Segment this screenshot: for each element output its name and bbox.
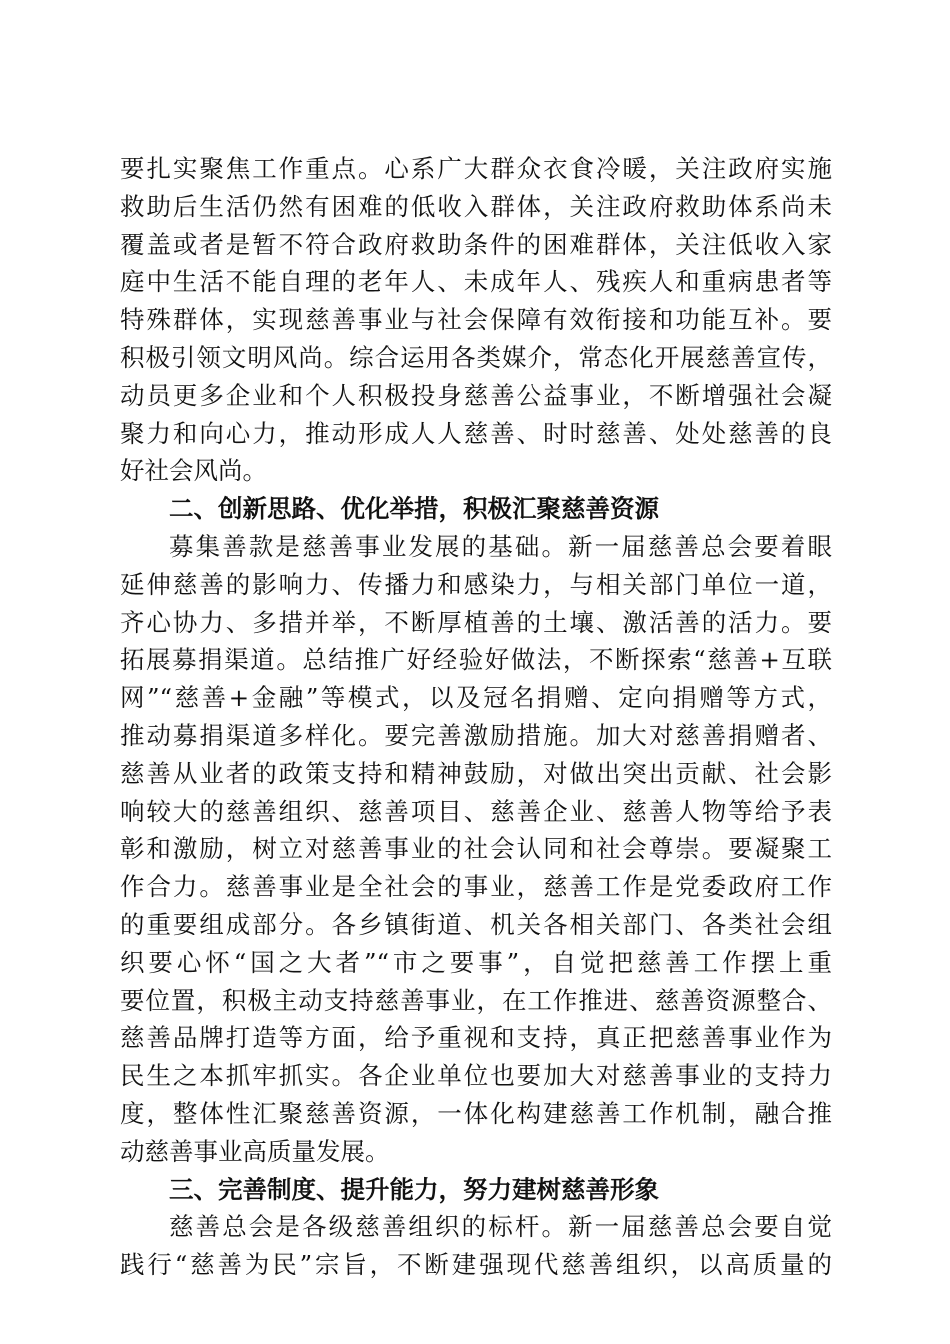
paragraph-line: 动员更多企业和个人积极投身慈善公益事业，不断增强社会凝 xyxy=(120,380,832,410)
paragraph-line: 聚力和向心力，推动形成人人慈善、时时慈善、处处慈善的良 xyxy=(120,418,832,448)
paragraph-line: 好社会风尚。 xyxy=(120,456,267,486)
paragraph-line: 践行“慈善为民”宗旨，不断建强现代慈善组织，以高质量的 xyxy=(120,1250,832,1280)
paragraph-line: 庭中生活不能自理的老年人、未成年人、残疾人和重病患者等 xyxy=(120,267,832,297)
paragraph-line: 拓展募捐渠道。总结推广好经验好做法，不断探索“慈善+互联 xyxy=(120,645,832,675)
paragraph-line: 延伸慈善的影响力、传播力和感染力，与相关部门单位一道， xyxy=(120,569,832,599)
paragraph-line: 网”“慈善+金融”等模式，以及冠名捐赠、定向捐赠等方式， xyxy=(120,683,832,713)
paragraph-line: 彰和激励，树立对慈善事业的社会认同和社会尊崇。要凝聚工 xyxy=(120,834,832,864)
paragraph-line: 要扎实聚焦工作重点。心系广大群众衣食冷暖，关注政府实施 xyxy=(120,154,832,183)
paragraph-line: 慈善总会是各级慈善组织的标杆。新一届慈善总会要自觉 xyxy=(169,1212,832,1242)
document-body xyxy=(120,150,832,1284)
paragraph-line: 齐心协力、多措并举，不断厚植善的土壤、激活善的活力。要 xyxy=(120,607,832,637)
paragraph-line: 救助后生活仍然有困难的低收入群体，关注政府救助体系尚未 xyxy=(120,191,832,221)
paragraph-line: 积极引领文明风尚。综合运用各类媒介，常态化开展慈善宣传， xyxy=(120,342,832,372)
paragraph-line: 慈善品牌打造等方面，给予重视和支持，真正把慈善事业作为 xyxy=(120,1023,832,1053)
section-heading-3: 三、完善制度、提升能力，努力建树慈善形象 xyxy=(169,1174,659,1204)
paragraph-line: 的重要组成部分。各乡镇街道、机关各相关部门、各类社会组 xyxy=(120,909,832,939)
paragraph-line: 织要心怀“国之大者”“市之要事”，自觉把慈善工作摆上重 xyxy=(120,947,832,977)
paragraph-line: 募集善款是慈善事业发展的基础。新一届慈善总会要着眼 xyxy=(169,531,832,561)
paragraph-line: 响较大的慈善组织、慈善项目、慈善企业、慈善人物等给予表 xyxy=(120,796,832,826)
paragraph-line: 作合力。慈善事业是全社会的事业，慈善工作是党委政府工作 xyxy=(120,872,832,902)
section-heading-2: 二、创新思路、优化举措，积极汇聚慈善资源 xyxy=(169,494,659,524)
paragraph-line: 推动募捐渠道多样化。要完善激励措施。加大对慈善捐赠者、 xyxy=(120,720,832,750)
paragraph-line: 动慈善事业高质量发展。 xyxy=(120,1136,390,1166)
paragraph-line: 要位置，积极主动支持慈善事业，在工作推进、慈善资源整合、 xyxy=(120,985,832,1015)
paragraph-line: 覆盖或者是暂不符合政府救助条件的困难群体，关注低收入家 xyxy=(120,229,832,259)
paragraph-line: 民生之本抓牢抓实。各企业单位也要加大对慈善事业的支持力 xyxy=(120,1061,832,1091)
paragraph-line: 特殊群体，实现慈善事业与社会保障有效衔接和功能互补。要 xyxy=(120,305,832,335)
paragraph-line: 度，整体性汇聚慈善资源，一体化构建慈善工作机制，融合推 xyxy=(120,1098,832,1128)
paragraph-line: 慈善从业者的政策支持和精神鼓励，对做出突出贡献、社会影 xyxy=(120,758,832,788)
